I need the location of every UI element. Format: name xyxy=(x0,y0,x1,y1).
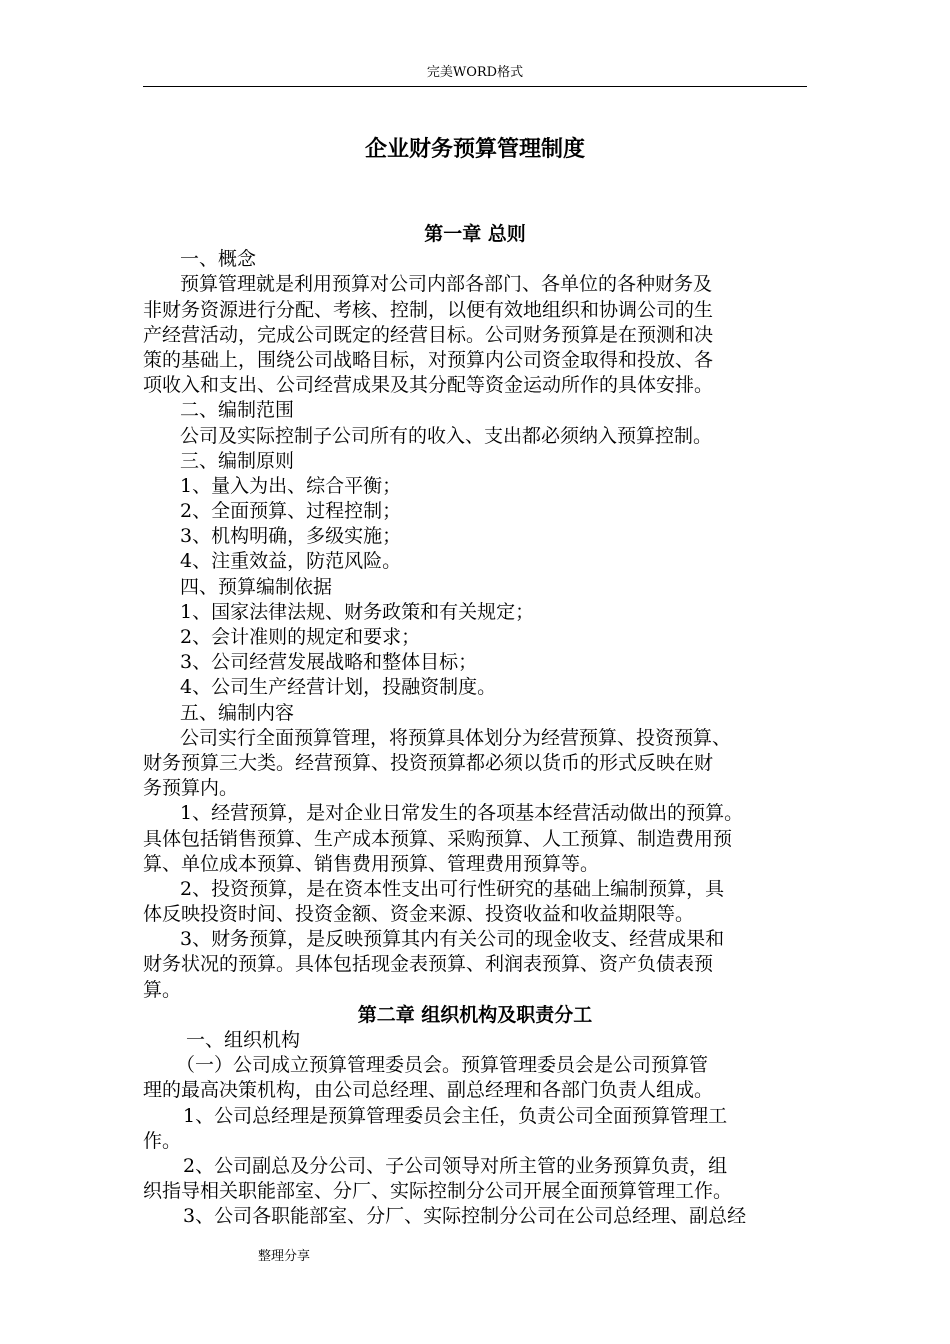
paragraph-line: （一）公司成立预算管理委员会。预算管理委员会是公司预算管 xyxy=(176,1054,709,1077)
list-item: 1、国家法律法规、财务政策和有关规定； xyxy=(180,600,535,623)
section-heading: 一、概念 xyxy=(180,248,257,271)
list-item: 1、量入为出、综合平衡； xyxy=(180,474,402,497)
section-heading: 二、编制范围 xyxy=(180,399,295,422)
paragraph-line: 预算管理就是利用预算对公司内部各部门、各单位的各种财务及 xyxy=(180,273,713,296)
header-divider xyxy=(143,86,807,87)
paragraph-line: 3、公司各职能部室、分厂、实际控制分公司在公司总经理、副总经 xyxy=(183,1205,747,1228)
paragraph-line: 算、单位成本预算、销售费用预算、管理费用预算等。 xyxy=(143,852,600,875)
paragraph-line: 1、公司总经理是预算管理委员会主任，负责公司全面预算管理工 xyxy=(183,1104,728,1127)
section-heading: 五、编制内容 xyxy=(180,701,295,724)
document-title: 企业财务预算管理制度 xyxy=(364,137,585,162)
paragraph-line: 3、财务预算，是反映预算其内有关公司的现金收支、经营成果和 xyxy=(180,928,725,951)
list-item: 3、机构明确，多级实施； xyxy=(180,525,402,548)
paragraph-line: 策的基础上，围绕公司战略目标，对预算内公司资金取得和投放、各 xyxy=(143,348,714,371)
paragraph-line: 产经营活动，完成公司既定的经营目标。公司财务预算是在预测和决 xyxy=(143,323,714,346)
paragraph-line: 财务预算三大类。经营预算、投资预算都必须以货币的形式反映在财 xyxy=(143,751,714,774)
paragraph-line: 体反映投资时间、投资金额、资金来源、投资收益和收益期限等。 xyxy=(143,903,695,926)
section-heading: 三、编制原则 xyxy=(180,449,295,472)
paragraph-line: 公司及实际控制子公司所有的收入、支出都必须纳入预算控制。 xyxy=(180,424,713,447)
list-item: 3、公司经营发展战略和整体目标； xyxy=(180,651,478,674)
paragraph-line: 2、公司副总及分公司、子公司领导对所主管的业务预算负责，组 xyxy=(183,1154,728,1177)
paragraph-line: 非财务资源进行分配、考核、控制，以便有效地组织和协调公司的生 xyxy=(143,298,714,321)
paragraph-line: 1、经营预算，是对企业日常发生的各项基本经营活动做出的预算。 xyxy=(180,802,744,825)
paragraph-line: 2、投资预算，是在资本性支出可行性研究的基础上编制预算，具 xyxy=(180,877,725,900)
document-body xyxy=(143,222,807,1230)
paragraph-line: 织指导相关职能部室、分厂、实际控制分公司开展全面预算管理工作。 xyxy=(143,1180,733,1203)
paragraph-line: 具体包括销售预算、生产成本预算、采购预算、人工预算、制造费用预 xyxy=(143,827,733,850)
paragraph-line: 务预算内。 xyxy=(143,777,239,800)
list-item: 4、注重效益，防范风险。 xyxy=(180,550,402,573)
page-header: 完美WORD格式 xyxy=(426,65,524,80)
paragraph-line: 财务状况的预算。具体包括现金表预算、利润表预算、资产负债表预 xyxy=(143,953,714,976)
paragraph-line: 算。 xyxy=(143,978,182,1001)
paragraph-line: 理的最高决策机构，由公司总经理、副总经理和各部门负责人组成。 xyxy=(143,1079,714,1102)
section-heading: 一、组织机构 xyxy=(186,1029,301,1051)
chapter-heading: 第二章 组织机构及职责分工 xyxy=(357,1003,593,1026)
paragraph-line: 作。 xyxy=(143,1129,182,1152)
section-heading: 四、预算编制依据 xyxy=(180,575,333,598)
chapter-heading: 第一章 总则 xyxy=(424,223,526,245)
page-footer: 整理分享 xyxy=(258,1249,311,1264)
list-item: 4、公司生产经营计划，投融资制度。 xyxy=(180,676,497,699)
list-item: 2、全面预算、过程控制； xyxy=(180,500,402,523)
paragraph-line: 公司实行全面预算管理，将预算具体划分为经营预算、投资预算、 xyxy=(180,726,732,749)
paragraph-line: 项收入和支出、公司经营成果及其分配等资金运动所作的具体安排。 xyxy=(143,374,714,397)
list-item: 2、会计准则的规定和要求； xyxy=(180,626,421,648)
